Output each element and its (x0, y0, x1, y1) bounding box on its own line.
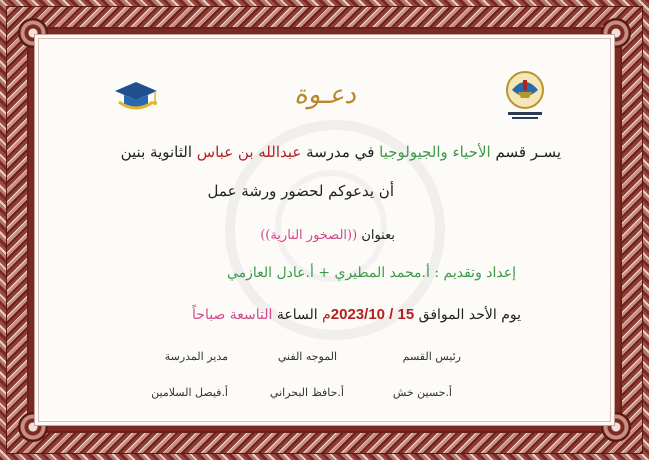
signature-name-principal: أ.فيصل السلامين (151, 386, 228, 399)
ministry-emblem-logo (502, 68, 548, 124)
line1-mid: في مدرسة (306, 143, 375, 161)
department-name: الأحياء والجيولوجيا (379, 143, 491, 161)
presenters-label: إعداد وتقديم : (434, 265, 516, 281)
signature-role-principal: مدير المدرسة (164, 350, 228, 363)
invitation-line-workshop: أن يدعوكم لحضور ورشة عمل (207, 182, 394, 200)
signature-name-head: أ.حسين خش (392, 386, 452, 399)
date-suffix: م (322, 307, 331, 323)
invitation-line-department (121, 143, 561, 161)
presenters-names: أ.محمد المطيري + أ.عادل العازمي (226, 265, 430, 281)
invitation-line-title (260, 228, 395, 243)
invitation-title: دعـوة (294, 80, 356, 110)
line1-prefix: يسـر قسم (495, 143, 561, 161)
invitation-line-date (192, 306, 521, 323)
school-name: عبدالله بن عباس (196, 143, 302, 161)
workshop-title: ((الصخور النارية)) (260, 228, 358, 243)
signature-role-head: رئيس القسم (402, 350, 461, 363)
signature-role-supervisor: الموجه الفني (277, 350, 337, 363)
day-text: يوم الأحد الموافق (418, 307, 521, 323)
invitation-line-presenters (227, 265, 516, 281)
title-prefix: بعنوان (361, 228, 395, 243)
graduation-cap-logo (113, 80, 159, 114)
time-label: الساعة (276, 307, 318, 323)
event-date: 15 / 2023/10 (330, 306, 415, 323)
line1-suffix: الثانوية بنين (120, 143, 192, 161)
signature-name-supervisor: أ.حافظ البحراني (269, 386, 344, 399)
time-value: التاسعة صباحاً (192, 307, 273, 323)
